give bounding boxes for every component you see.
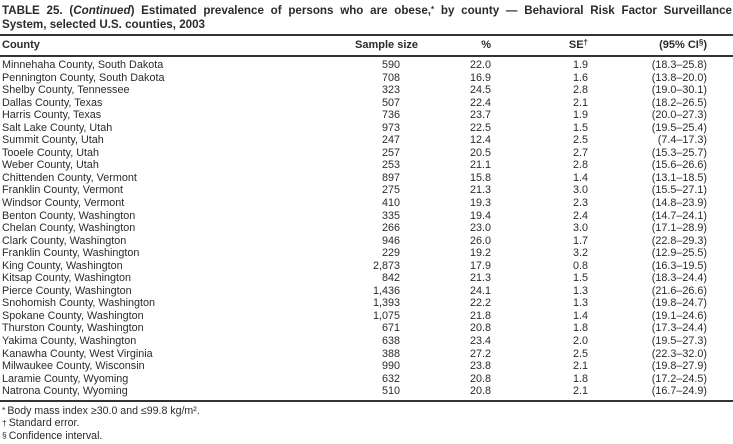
se-cell: 2.1 (572, 360, 588, 373)
ci-cell: (7.4–17.3) (657, 134, 707, 147)
percent-cell: 21.1 (469, 159, 491, 172)
table-title-line2: System, selected U.S. counties, 2003 (2, 17, 205, 31)
ci-cell: (19.8–27.9) (651, 360, 707, 373)
sample-size-cell: 2,873 (372, 259, 400, 272)
se-cell: 2.4 (572, 209, 588, 222)
table-row (0, 122, 733, 135)
table-row (0, 322, 733, 335)
table-title-line1 (2, 4, 732, 18)
percent-cell: 20.8 (469, 372, 491, 385)
county-cell: Tooele County, Utah (2, 146, 100, 159)
footnote-marker: § (2, 430, 7, 441)
table-title (0, 0, 733, 34)
footnote-text: Standard error. (8, 417, 80, 430)
ci-cell: (14.7–24.1) (651, 209, 707, 222)
sample-size-cell: 1,075 (372, 309, 400, 322)
sample-size-cell: 590 (381, 59, 400, 71)
se-header-label: SE (568, 39, 584, 51)
footnote-text: Confidence interval. (8, 429, 103, 442)
table-row (0, 272, 733, 285)
ci-cell: (16.3–19.5) (651, 259, 707, 272)
county-cell: Dallas County, Texas (2, 96, 103, 109)
sample-size-cell: 335 (381, 209, 400, 222)
county-cell: King County, Washington (2, 259, 123, 272)
table-row (0, 172, 733, 185)
ci-header-label: (95% CI (659, 39, 699, 51)
percent-cell: 19.4 (469, 209, 491, 222)
percent-cell: 12.4 (469, 134, 491, 147)
county-cell: Natrona County, Wyoming (2, 385, 128, 398)
ci-cell: (14.8–23.9) (651, 197, 707, 210)
percent-cell: 22.5 (469, 121, 491, 134)
sample-size-cell: 671 (381, 322, 400, 335)
col-header-percent: % (481, 39, 491, 51)
percent-cell: 22.2 (469, 297, 491, 310)
sample-size-cell: 229 (381, 247, 400, 260)
footnote-marker: † (2, 417, 7, 428)
footnote (2, 430, 733, 442)
county-cell: Milwaukee County, Wisconsin (2, 360, 145, 373)
table-row (0, 247, 733, 260)
footnote (2, 405, 733, 417)
ci-cell: (16.7–24.9) (651, 385, 707, 398)
table-row (0, 285, 733, 298)
county-cell: Windsor County, Vermont (2, 197, 125, 210)
col-header-ci (588, 35, 733, 56)
county-cell: Clark County, Washington (2, 234, 127, 247)
sample-size-cell: 410 (381, 197, 400, 210)
se-cell: 1.5 (572, 121, 588, 134)
table-row (0, 210, 733, 223)
sample-size-cell: 708 (381, 71, 400, 84)
percent-cell: 23.4 (469, 335, 491, 348)
county-cell: Harris County, Texas (2, 109, 102, 122)
percent-cell: 21.3 (469, 184, 491, 197)
sample-size-cell: 990 (381, 360, 400, 373)
ci-cell: (15.3–25.7) (651, 146, 707, 159)
ci-cell: (17.1–28.9) (651, 222, 707, 235)
percent-cell: 27.2 (469, 347, 491, 360)
table-row (0, 235, 733, 248)
ci-header-close: ) (703, 39, 707, 51)
percent-cell: 15.8 (469, 171, 491, 184)
se-header-dagger: † (583, 38, 588, 47)
percent-cell: 20.8 (469, 385, 491, 398)
sample-size-cell: 736 (381, 109, 400, 122)
sample-size-cell: 638 (381, 335, 400, 348)
county-cell: Chittenden County, Vermont (2, 171, 137, 184)
county-cell: Weber County, Utah (2, 159, 99, 172)
sample-size-cell: 247 (381, 134, 400, 147)
table-row (0, 56, 733, 72)
sample-size-cell: 323 (381, 84, 400, 97)
header-row (0, 35, 733, 56)
percent-cell: 23.0 (469, 222, 491, 235)
ci-cell: (18.2–26.5) (651, 96, 707, 109)
table-row (0, 197, 733, 210)
sample-size-cell: 842 (381, 272, 400, 285)
percent-cell: 23.8 (469, 360, 491, 373)
percent-cell: 16.9 (469, 71, 491, 84)
table-body (0, 56, 733, 401)
table-row (0, 72, 733, 85)
table-row (0, 222, 733, 235)
sample-size-cell: 507 (381, 96, 400, 109)
table-row (0, 360, 733, 373)
ci-cell: (19.5–27.3) (651, 335, 707, 348)
county-cell: Shelby County, Tennessee (2, 84, 130, 97)
title-continued: Continued (73, 4, 131, 17)
se-cell: 3.0 (572, 222, 588, 235)
ci-cell: (19.5–25.4) (651, 121, 707, 134)
ci-cell: (17.3–24.4) (651, 322, 707, 335)
ci-cell: (13.8–20.0) (651, 71, 707, 84)
se-cell: 2.3 (572, 197, 588, 210)
footnote-marker: * (2, 405, 6, 416)
se-cell: 1.3 (572, 297, 588, 310)
county-cell: Snohomish County, Washington (2, 297, 156, 310)
se-cell: 0.8 (572, 259, 588, 272)
percent-cell: 21.3 (469, 272, 491, 285)
se-cell: 3.0 (572, 184, 588, 197)
ci-cell: (15.5–27.1) (651, 184, 707, 197)
se-cell: 2.5 (572, 134, 588, 147)
ci-cell: (18.3–24.4) (651, 272, 707, 285)
se-cell: 3.2 (572, 247, 588, 260)
title-asterisk: * (431, 5, 435, 14)
ci-header-section: § (698, 38, 704, 47)
se-cell: 2.5 (572, 347, 588, 360)
se-cell: 1.9 (572, 59, 588, 71)
percent-cell: 23.7 (469, 109, 491, 122)
se-cell: 1.3 (572, 284, 588, 297)
se-cell: 1.6 (572, 71, 588, 84)
percent-cell: 22.0 (469, 59, 491, 71)
sample-size-cell: 388 (381, 347, 400, 360)
table-row (0, 184, 733, 197)
county-cell: Salt Lake County, Utah (2, 121, 113, 134)
table-row (0, 297, 733, 310)
ci-cell: (15.6–26.6) (651, 159, 707, 172)
sample-size-cell: 946 (381, 234, 400, 247)
county-cell: Chelan County, Washington (2, 222, 136, 235)
se-cell: 2.1 (572, 385, 588, 398)
county-cell: Franklin County, Vermont (2, 184, 124, 197)
ci-cell: (22.3–32.0) (651, 347, 707, 360)
col-header-sample-size: Sample size (355, 39, 418, 51)
col-header-county: County (2, 39, 40, 51)
se-cell: 1.4 (572, 309, 588, 322)
ci-cell: (12.9–25.5) (651, 247, 707, 260)
table-row (0, 159, 733, 172)
table-row (0, 373, 733, 386)
sample-size-cell: 973 (381, 121, 400, 134)
sample-size-cell: 253 (381, 159, 400, 172)
sample-size-cell: 1,436 (372, 284, 400, 297)
sample-size-cell: 266 (381, 222, 400, 235)
sample-size-cell: 510 (381, 385, 400, 398)
percent-cell: 26.0 (469, 234, 491, 247)
sample-size-cell: 1,393 (372, 297, 400, 310)
county-cell: Kitsap County, Washington (2, 272, 132, 285)
se-cell: 2.1 (572, 96, 588, 109)
county-cell: Thurston County, Washington (2, 322, 144, 335)
title-mid: ) Estimated prevalence of persons who are obese, (130, 4, 431, 17)
percent-cell: 20.8 (469, 322, 491, 335)
ci-cell: (20.0–27.3) (651, 109, 707, 122)
percent-cell: 19.2 (469, 247, 491, 260)
se-cell: 1.8 (572, 322, 588, 335)
se-cell: 1.8 (572, 372, 588, 385)
ci-cell: (19.0–30.1) (651, 84, 707, 97)
table-row (0, 385, 733, 401)
sample-size-cell: 632 (381, 372, 400, 385)
prevalence-table (0, 34, 733, 402)
table-row (0, 134, 733, 147)
county-cell: Laramie County, Wyoming (2, 372, 129, 385)
table-row (0, 97, 733, 110)
table-row (0, 335, 733, 348)
percent-cell: 17.9 (469, 259, 491, 272)
title-line1-end: by county — Behavioral Risk Factor Surveillance (434, 4, 732, 17)
ci-cell: (22.8–29.3) (651, 234, 707, 247)
ci-cell: (17.2–24.5) (651, 372, 707, 385)
county-cell: Benton County, Washington (2, 209, 136, 222)
county-cell: Spokane County, Washington (2, 309, 144, 322)
table-row (0, 109, 733, 122)
se-cell: 1.4 (572, 171, 588, 184)
se-cell: 2.0 (572, 335, 588, 348)
ci-cell: (13.1–18.5) (651, 171, 707, 184)
table-row (0, 348, 733, 361)
se-cell: 1.5 (572, 272, 588, 285)
se-cell: 1.9 (572, 109, 588, 122)
se-cell: 1.7 (572, 234, 588, 247)
se-cell: 2.7 (572, 146, 588, 159)
ci-cell: (18.3–25.8) (651, 59, 707, 71)
table-row (0, 147, 733, 160)
table-header (0, 35, 733, 56)
footnote (2, 417, 733, 429)
county-cell: Franklin County, Washington (2, 247, 140, 260)
table-row (0, 310, 733, 323)
title-prefix: TABLE 25. ( (2, 4, 74, 17)
sample-size-cell: 275 (381, 184, 400, 197)
percent-cell: 24.5 (469, 84, 491, 97)
ci-cell: (19.1–24.6) (651, 309, 707, 322)
se-cell: 2.8 (572, 84, 588, 97)
se-cell: 2.8 (572, 159, 588, 172)
county-cell: Summit County, Utah (2, 134, 104, 147)
table-row (0, 84, 733, 97)
county-cell: Minnehaha County, South Dakota (2, 59, 164, 71)
ci-cell: (21.6–26.6) (651, 284, 707, 297)
county-cell: Kanawha County, West Virginia (2, 347, 153, 360)
county-cell: Pennington County, South Dakota (2, 71, 165, 84)
percent-cell: 20.5 (469, 146, 491, 159)
county-cell: Pierce County, Washington (2, 284, 132, 297)
col-header-se (491, 35, 588, 56)
footnote-text: Body mass index ≥30.0 and ≤99.8 kg/m². (7, 404, 200, 417)
percent-cell: 21.8 (469, 309, 491, 322)
ci-cell: (19.8–24.7) (651, 297, 707, 310)
county-cell: Yakima County, Washington (2, 335, 137, 348)
sample-size-cell: 897 (381, 171, 400, 184)
percent-cell: 24.1 (469, 284, 491, 297)
percent-cell: 19.3 (469, 197, 491, 210)
table-row (0, 260, 733, 273)
percent-cell: 22.4 (469, 96, 491, 109)
footnotes (0, 402, 733, 442)
sample-size-cell: 257 (381, 146, 400, 159)
